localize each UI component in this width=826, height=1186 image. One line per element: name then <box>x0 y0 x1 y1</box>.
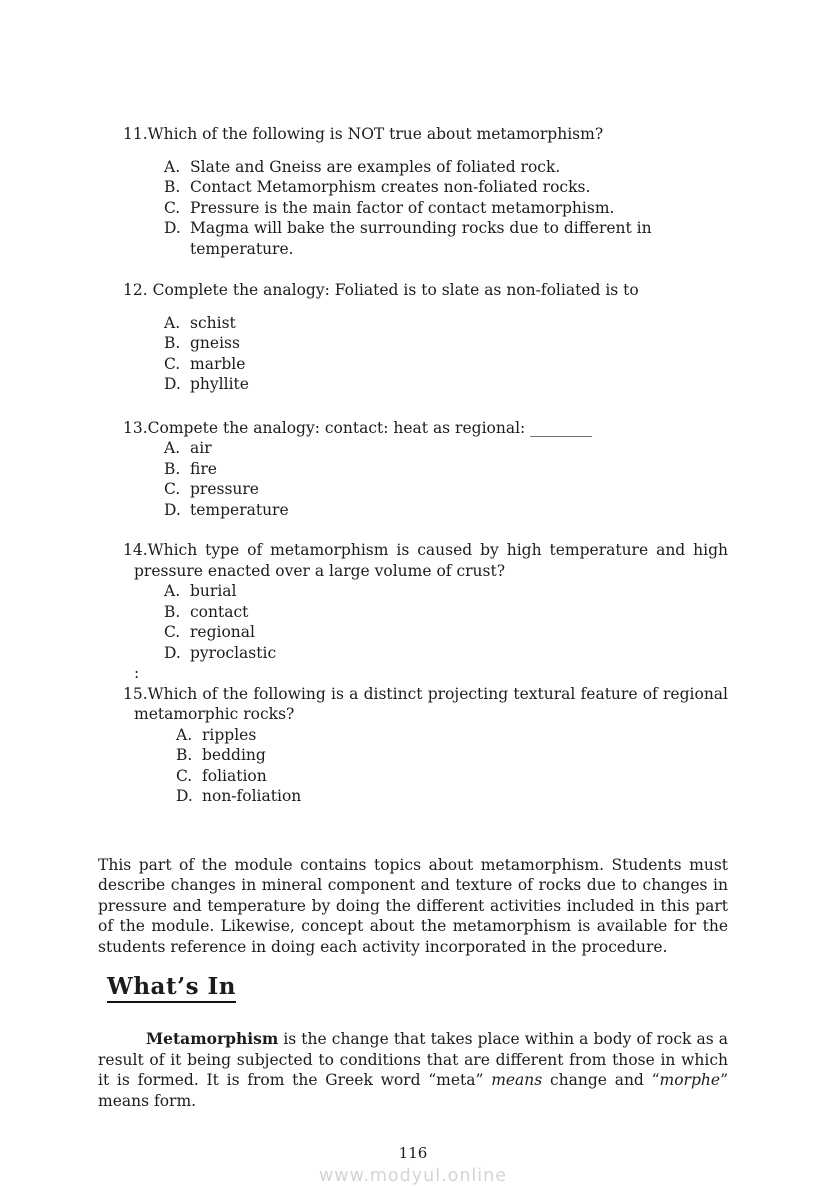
option-row <box>164 581 728 602</box>
question-stem <box>123 684 728 725</box>
option-row <box>176 766 728 787</box>
question-number: 12. <box>123 281 153 299</box>
question-number: 13. <box>123 419 148 437</box>
option-letter: B. <box>176 745 202 766</box>
question-13 <box>123 418 728 521</box>
option-text: phyllite <box>190 374 728 395</box>
question-stem <box>123 540 728 581</box>
module-intro-paragraph: This part of the module contains topics about metamorphism. Students must describe changes in mineral component and texture of rocks due to changes in pressure and temperature by doing the different activities included in this part of the module. Likewise, concept about the metamorphism is available for the students reference in doing each activity incorporated in the procedure. <box>98 855 728 958</box>
option-text: gneiss <box>190 333 728 354</box>
option-letter: D. <box>164 500 190 521</box>
section-heading-whats-in <box>107 971 728 1003</box>
option-row <box>164 157 728 178</box>
option-letter: A. <box>164 313 190 334</box>
question-text: Which type of metamorphism is caused by high temperature and high pressure enacted over a large volume of crust? <box>134 541 728 580</box>
metamorphism-term: Metamorphism <box>146 1029 278 1048</box>
option-text: air <box>190 438 728 459</box>
option-row <box>176 725 728 746</box>
question-number: 11. <box>123 125 148 143</box>
option-letter: A. <box>164 157 190 178</box>
option-letter: D. <box>164 374 190 395</box>
question-stem <box>123 418 728 439</box>
paragraph-segment: is the change that takes place within a body of rock as a result of it being subjected to conditions that are different from those in which it is formed. It is from the Greek word “meta” <box>98 1030 728 1089</box>
option-letter: A. <box>164 438 190 459</box>
italic-means: means <box>491 1071 542 1089</box>
question-text: Compete the analogy: contact: heat as regional: ________ <box>148 419 593 437</box>
question-number: 14. <box>123 541 148 559</box>
option-text: pressure <box>190 479 728 500</box>
option-row <box>164 479 728 500</box>
option-text: temperature <box>190 500 728 521</box>
options-list <box>164 581 728 663</box>
option-letter: B. <box>164 333 190 354</box>
option-text: fire <box>190 459 728 480</box>
options-list <box>176 725 728 807</box>
option-text: Contact Metamorphism creates non-foliated rocks. <box>190 177 728 198</box>
option-text: Magma will bake the surrounding rocks due to different in temperature. <box>190 218 728 259</box>
option-row <box>164 500 728 521</box>
option-text: regional <box>190 622 728 643</box>
option-letter: D. <box>176 786 202 807</box>
option-row <box>164 374 728 395</box>
option-row <box>176 745 728 766</box>
watermark: www.modyul.online <box>98 1166 728 1186</box>
option-letter: A. <box>176 725 202 746</box>
option-row <box>164 622 728 643</box>
option-row <box>164 602 728 623</box>
option-letter: B. <box>164 177 190 198</box>
option-row <box>164 438 728 459</box>
option-letter: C. <box>176 766 202 787</box>
stray-colon: : <box>134 663 728 684</box>
question-15 <box>123 684 728 807</box>
option-letter: B. <box>164 459 190 480</box>
page-number: 116 <box>98 1143 728 1164</box>
option-letter: C. <box>164 198 190 219</box>
option-letter: C. <box>164 622 190 643</box>
option-text: marble <box>190 354 728 375</box>
option-row <box>164 177 728 198</box>
option-letter: A. <box>164 581 190 602</box>
option-letter: D. <box>164 643 190 664</box>
option-text: pyroclastic <box>190 643 728 664</box>
option-text: bedding <box>202 745 728 766</box>
question-stem <box>123 124 728 145</box>
option-text: non-foliation <box>202 786 728 807</box>
option-letter: B. <box>164 602 190 623</box>
option-text: contact <box>190 602 728 623</box>
option-row <box>164 198 728 219</box>
option-row <box>164 218 728 259</box>
option-text: Pressure is the main factor of contact metamorphism. <box>190 198 728 219</box>
paragraph-segment: ” means form. <box>98 1071 728 1110</box>
option-row <box>176 786 728 807</box>
options-list <box>164 438 728 520</box>
question-text: Complete the analogy: Foliated is to slate as non-foliated is to <box>153 281 639 299</box>
question-stem <box>123 280 728 301</box>
option-text: ripples <box>202 725 728 746</box>
page-footer <box>98 1143 728 1186</box>
question-14 <box>123 540 728 684</box>
option-text: Slate and Gneiss are examples of foliated rock. <box>190 157 728 178</box>
question-text: Which of the following is NOT true about metamorphism? <box>148 125 603 143</box>
question-text: Which of the following is a distinct projecting textural feature of regional metamorphic rocks? <box>134 685 728 724</box>
options-list <box>164 157 728 260</box>
metamorphism-paragraph <box>98 1029 728 1111</box>
question-11 <box>123 124 728 259</box>
option-letter: C. <box>164 479 190 500</box>
paragraph-segment: change and “ <box>542 1071 659 1089</box>
option-text: schist <box>190 313 728 334</box>
option-row <box>164 643 728 664</box>
option-row <box>164 313 728 334</box>
section-heading-text: What’s In <box>107 973 236 1003</box>
option-row <box>164 354 728 375</box>
option-letter: C. <box>164 354 190 375</box>
italic-morphe: morphe <box>660 1071 721 1089</box>
option-letter: D. <box>164 218 190 259</box>
option-row <box>164 459 728 480</box>
question-12 <box>123 280 728 395</box>
option-text: foliation <box>202 766 728 787</box>
options-list <box>164 313 728 395</box>
question-number: 15. <box>123 685 148 703</box>
option-row <box>164 333 728 354</box>
option-text: burial <box>190 581 728 602</box>
